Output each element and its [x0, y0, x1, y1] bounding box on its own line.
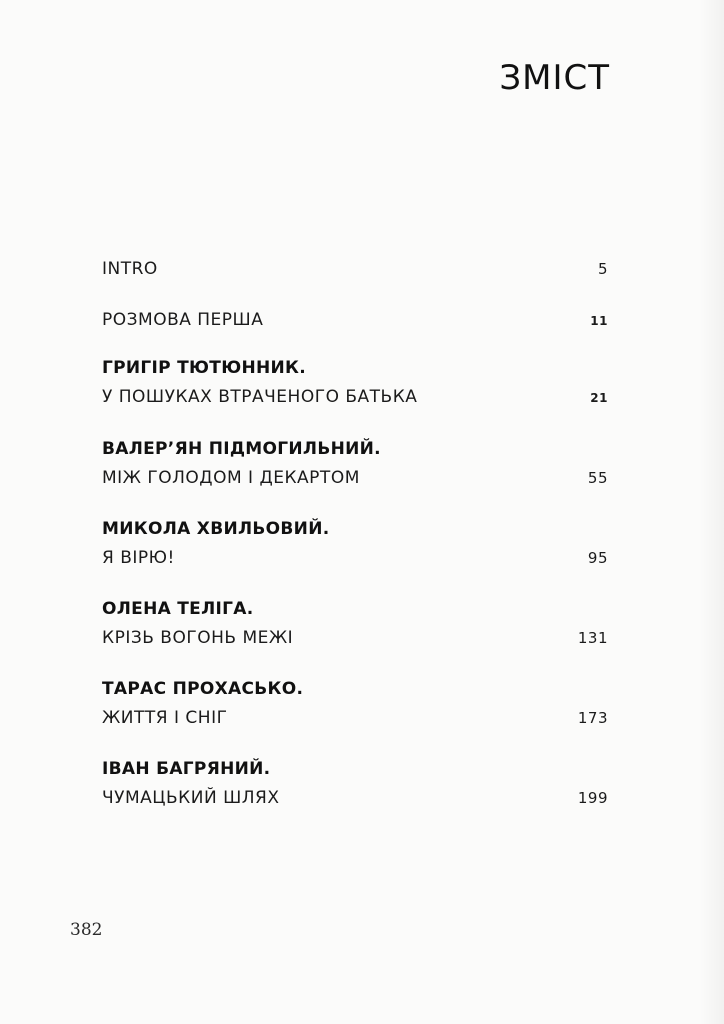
toc-entry-tiutiunnyk — [102, 356, 608, 415]
toc-heading: ЗМІСТ — [499, 58, 610, 98]
toc-row — [102, 541, 608, 575]
toc-entry-title: ЧУМАЦЬКИЙ ШЛЯХ — [102, 788, 280, 808]
toc-page-number: 5 — [597, 260, 608, 278]
toc-entry-title: INTRO — [102, 259, 158, 279]
toc-page-number: 11 — [590, 314, 608, 328]
toc-row — [102, 461, 608, 495]
toc-entry-title: ЖИТТЯ І СНІГ — [102, 708, 228, 728]
toc-entry-author: ОЛЕНА ТЕЛІГА. — [102, 599, 254, 619]
toc-entry-khvylovyi — [102, 517, 608, 575]
toc-entry-bahrianyi — [102, 757, 608, 815]
toc-page-number: 199 — [577, 789, 608, 807]
toc-entry-pidmohylnyi — [102, 437, 608, 495]
page-folio-number: 382 — [70, 920, 103, 940]
toc-page-number: 21 — [590, 391, 608, 405]
toc-page-number: 173 — [577, 709, 608, 727]
toc-page-number: 131 — [577, 629, 608, 647]
toc-entry-intro — [102, 253, 608, 285]
toc-row — [102, 304, 608, 337]
toc-entry-title: РОЗМОВА ПЕРША — [102, 310, 264, 330]
toc-entry-title: КРІЗЬ ВОГОНЬ МЕЖІ — [102, 628, 294, 648]
toc-row — [102, 621, 608, 655]
toc-entry-teliha — [102, 597, 608, 655]
toc-row — [102, 253, 608, 285]
toc-entry-title: МІЖ ГОЛОДОМ І ДЕКАРТОМ — [102, 468, 360, 488]
toc-row — [102, 781, 608, 815]
toc-entry-prokhasko — [102, 677, 608, 735]
table-of-contents — [102, 253, 608, 837]
toc-entry-author: ГРИГІР ТЮТЮННИК. — [102, 358, 306, 378]
toc-page-number: 55 — [587, 469, 608, 487]
toc-entry-conversation — [102, 304, 608, 337]
toc-entry-author: ІВАН БАГРЯНИЙ. — [102, 759, 271, 779]
toc-entry-title: Я ВІРЮ! — [102, 548, 175, 568]
toc-entry-author: ТАРАС ПРОХАСЬКО. — [102, 679, 304, 699]
toc-row — [102, 380, 608, 415]
toc-entry-author: ВАЛЕР’ЯН ПІДМОГИЛЬНИЙ. — [102, 439, 381, 459]
toc-entry-title: У ПОШУКАХ ВТРАЧЕНОГО БАТЬКА — [102, 387, 418, 407]
toc-page-number: 95 — [587, 549, 608, 567]
toc-row — [102, 701, 608, 735]
toc-entry-author: МИКОЛА ХВИЛЬОВИЙ. — [102, 519, 330, 539]
